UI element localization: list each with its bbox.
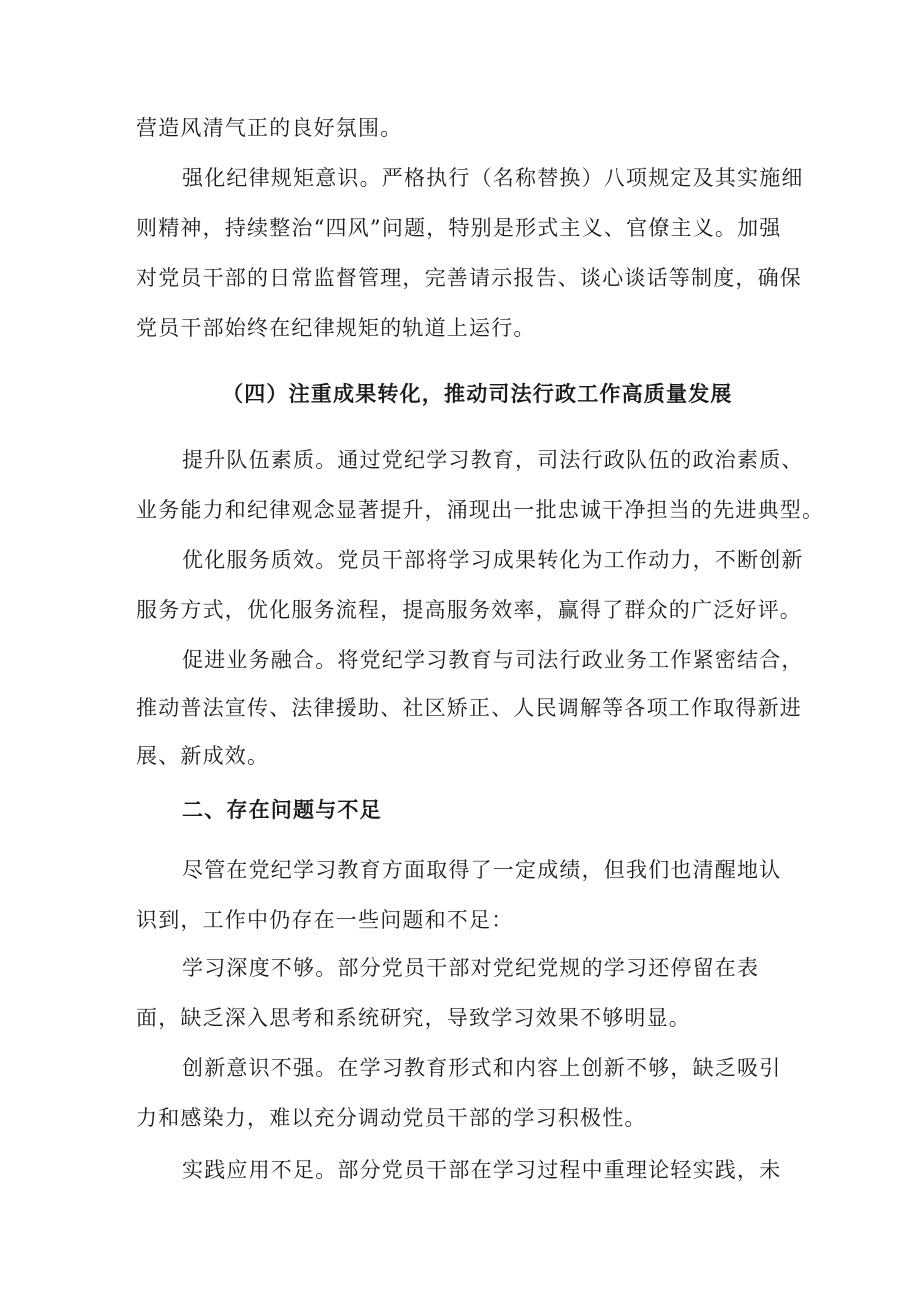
paragraph-line: 营造风清气正的良好氛围。 [136, 116, 403, 140]
paragraph-line: 识到，工作中仍存在一些问题和不足： [136, 908, 514, 932]
paragraph-line: 对党员干部的日常监督管理，完善请示报告、谈心谈话等制度，确保 [136, 266, 802, 290]
paragraph-line: 业务能力和纪律观念显著提升，涌现出一批忠诚干净担当的先进典型。 [136, 498, 825, 522]
paragraph-line: 提升队伍素质。通过党纪学习教育，司法行政队伍的政治素质、 [182, 448, 804, 472]
paragraph-line: 实践应用不足。部分党员干部在学习过程中重理论轻实践，未 [182, 1158, 782, 1182]
paragraph-line: 尽管在党纪学习教育方面取得了一定成绩，但我们也清醒地认 [182, 858, 782, 882]
paragraph-line: 推动普法宣传、法律援助、社区矫正、人民调解等各项工作取得新进 [136, 696, 802, 720]
section-heading: （四）注重成果转化，推动司法行政工作高质量发展 [222, 381, 733, 406]
paragraph-line: 力和感染力，难以充分调动党员干部的学习积极性。 [136, 1106, 647, 1130]
paragraph-line: 面，缺乏深入思考和系统研究，导致学习效果不够明显。 [136, 1006, 691, 1030]
section-heading: 二、存在问题与不足 [182, 797, 382, 822]
paragraph-line: 强化纪律规矩意识。严格执行（名称替换）八项规定及其实施细 [182, 166, 804, 190]
paragraph-line: 则精神，持续整治“四风”问题，特别是形式主义、官僚主义。加强 [136, 216, 782, 240]
paragraph-line: 党员干部始终在纪律规矩的轨道上运行。 [136, 316, 536, 340]
paragraph-line: 优化服务质效。党员干部将学习成果转化为工作动力，不断创新 [182, 548, 804, 572]
paragraph-line: 展、新成效。 [136, 744, 270, 768]
paragraph-line: 促进业务融合。将党纪学习教育与司法行政业务工作紧密结合， [182, 648, 804, 672]
paragraph-line: 创新意识不强。在学习教育形式和内容上创新不够，缺乏吸引 [182, 1056, 782, 1080]
paragraph-line: 服务方式，优化服务流程，提高服务效率，赢得了群众的广泛好评。 [136, 598, 802, 622]
paragraph-line: 学习深度不够。部分党员干部对党纪党规的学习还停留在表 [182, 956, 760, 980]
